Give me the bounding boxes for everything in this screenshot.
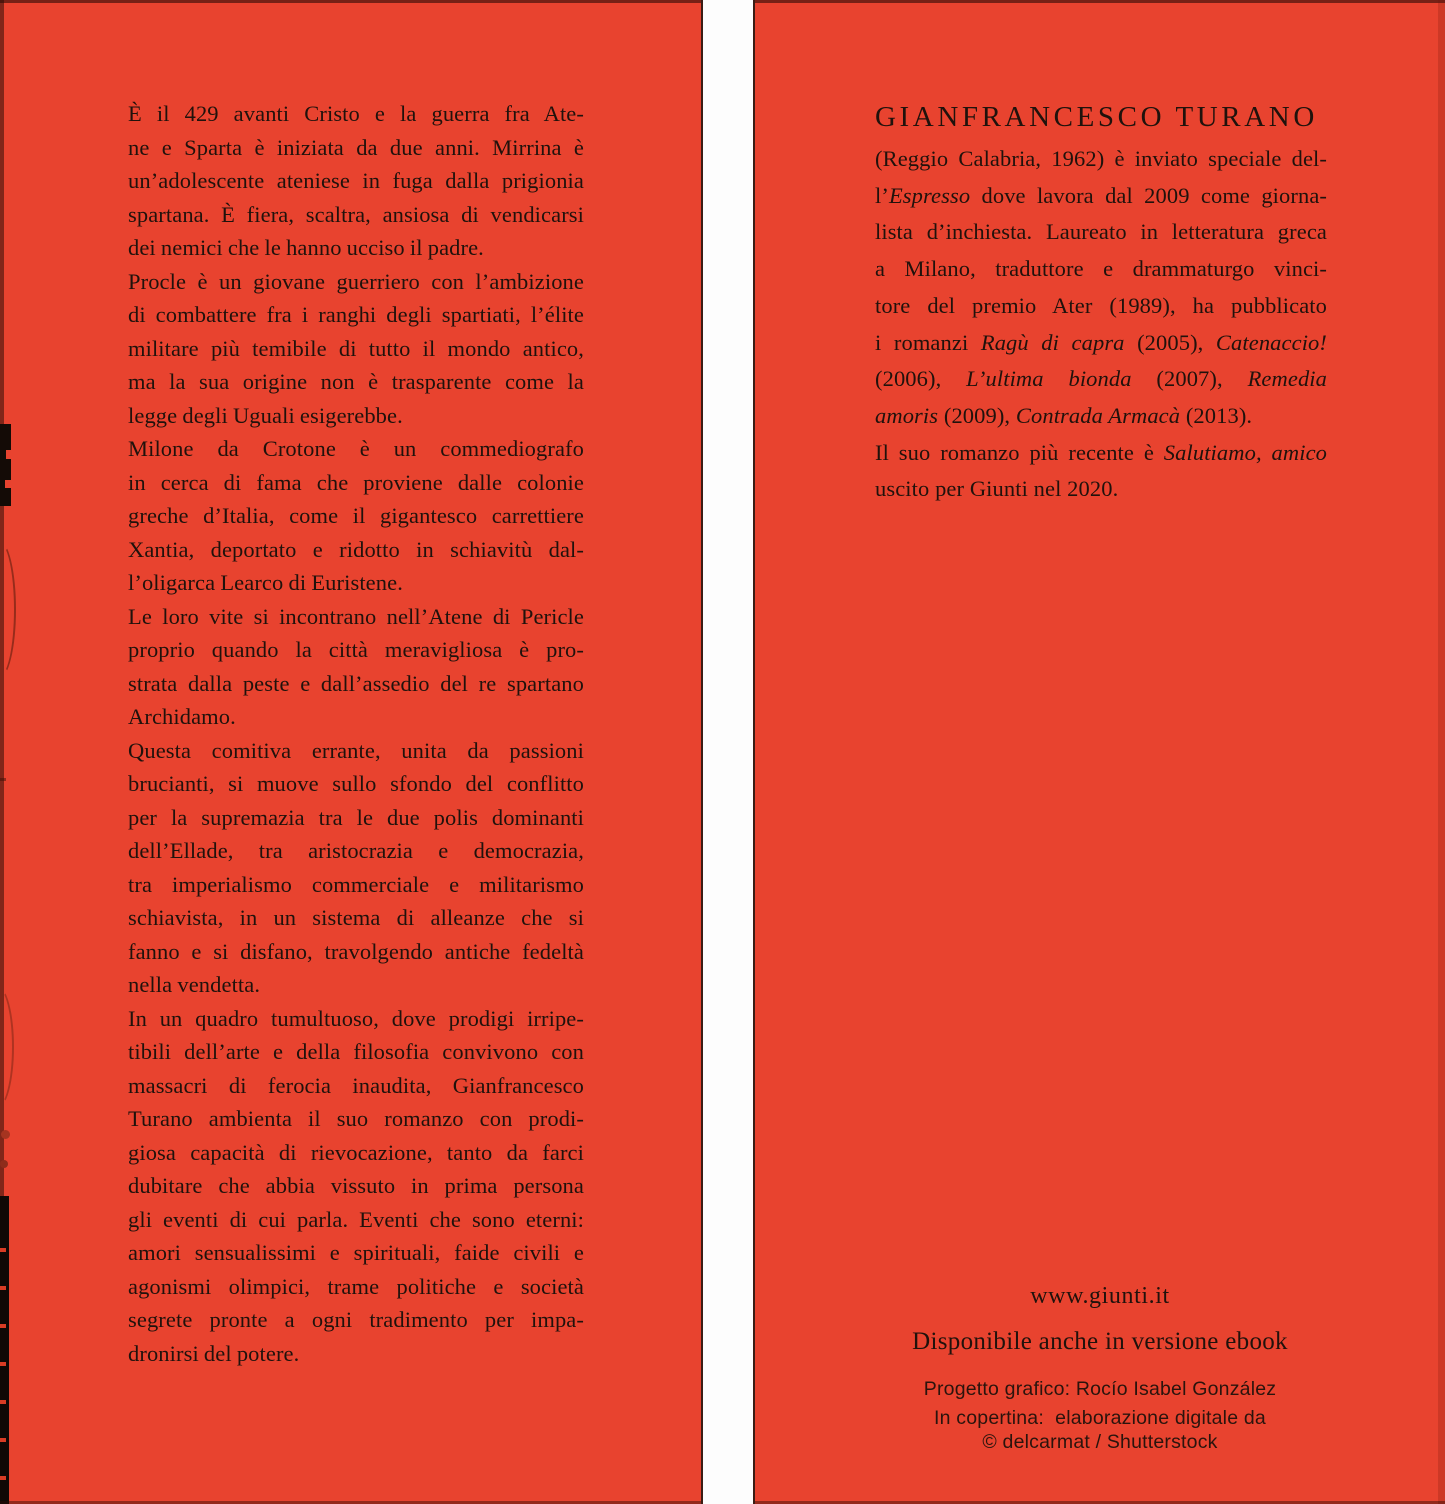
synopsis-line: Archidamo. <box>128 704 236 729</box>
synopsis-line: Procle è un giovane guerriero con l’ambizione <box>128 268 584 294</box>
synopsis-line: in cerca di fama che proviene dalle colonie <box>128 469 584 495</box>
bio-line: Il suo romanzo più recente è Salutiamo, amico <box>875 439 1328 465</box>
left-flap-panel <box>0 0 703 1504</box>
synopsis-line: per la supremazia tra le due polis dominanti <box>128 804 584 830</box>
synopsis-line: Le loro vite si incontrano nell’Atene di Pericle <box>128 603 584 629</box>
spine-artwork-curve <box>0 985 14 1109</box>
fold-shadow <box>1438 0 1445 1504</box>
synopsis-line: dell’Ellade, tra aristocrazia e democrazia, <box>128 838 584 863</box>
spine-strip-dashes <box>0 1214 6 1504</box>
spine-black-strip <box>0 1196 9 1504</box>
credit-graphic-design: Progetto grafico: Rocío Isabel González <box>923 1378 1277 1400</box>
bio-line: i romanzi Ragù di capra (2005), Catenaccio! <box>875 329 1327 355</box>
synopsis-line: tibili dell’arte e della filosofia convivono con <box>128 1039 584 1064</box>
synopsis-line: Turano ambienta il suo romanzo con prodi- <box>128 1106 584 1131</box>
synopsis-line: fanno e si disfano, travolgendo antiche fedeltà <box>128 938 584 964</box>
synopsis-line: In un quadro tumultuoso, dove prodigi irripe- <box>128 1005 584 1031</box>
synopsis-line: ne e Sparta è iniziata da due anni. Mirrina è <box>128 134 584 160</box>
synopsis-line: spartana. È fiera, scaltra, ansiosa di vendicarsi <box>128 201 584 227</box>
synopsis-line: greche d’Italia, come il gigantesco carrettiere <box>128 503 584 528</box>
synopsis-line: segrete pronte a ogni tradimento per impa- <box>128 1307 584 1332</box>
credit-cover-art: In copertina: elaborazione digitale da <box>934 1407 1266 1429</box>
synopsis-line: nella vendetta. <box>128 972 261 997</box>
synopsis-line: amori sensualissimi e spirituali, faide civili e <box>128 1240 584 1265</box>
synopsis-line: Milone da Crotone è un commediografo <box>128 436 584 461</box>
spine-artwork-tick <box>0 778 6 781</box>
author-bio <box>875 141 1327 508</box>
synopsis-line: dronirsi del potere. <box>128 1340 300 1366</box>
spine-artwork-dot <box>1 1130 10 1139</box>
synopsis-line: un’adolescente ateniese in fuga dalla prigionia <box>128 168 584 193</box>
synopsis-line: schiavista, in un sistema di alleanze che si <box>128 905 584 930</box>
bio-line: amoris (2009), Contrada Armacà (2013). <box>875 402 1253 428</box>
synopsis-line: gli eventi di cui parla. Eventi che sono eterni: <box>128 1206 584 1232</box>
flap-synopsis <box>128 97 584 1370</box>
synopsis-line: Xantia, deportato e ridotto in schiavitù dal- <box>128 536 584 562</box>
bio-line: uscito per Giunti nel 2020. <box>875 476 1119 502</box>
bio-line: lista d’inchiesta. Laureato in letteratura greca <box>875 219 1327 245</box>
synopsis-line: legge degli Uguali esigerebbe. <box>128 402 403 428</box>
synopsis-line: tra imperialismo commerciale e militarismo <box>128 871 584 897</box>
ebook-availability-note: Disponibile anche in versione ebook <box>912 1328 1288 1355</box>
bio-line: (Reggio Calabria, 1962) è inviato speciale del- <box>875 146 1327 171</box>
bio-line: a Milano, traduttore e drammaturgo vinci- <box>875 256 1327 282</box>
synopsis-line: Questa comitiva errante, unita da passioni <box>128 737 584 763</box>
synopsis-line: È il 429 avanti Cristo e la guerra fra Ate- <box>128 101 584 126</box>
synopsis-line: dubitare che abbia vissuto in prima persona <box>128 1173 584 1198</box>
synopsis-line: strata dalla peste e dall’assedio del re spartano <box>128 670 584 696</box>
synopsis-line: brucianti, si muove sullo sfondo del conflitto <box>128 771 584 796</box>
bio-line: tore del premio Ater (1989), ha pubblicato <box>875 292 1327 318</box>
synopsis-line: ma la sua origine non è trasparente come la <box>128 369 584 394</box>
synopsis-line: di combattere fra i ranghi degli spartiati, l’élite <box>128 302 584 327</box>
publisher-website: www.giunti.it <box>1030 1283 1170 1309</box>
right-flap-panel <box>753 0 1445 1504</box>
synopsis-line: proprio quando la città meravigliosa è pro- <box>128 637 584 662</box>
synopsis-line: l’oligarca Learco di Euristene. <box>128 570 403 595</box>
spine-artwork-dot <box>0 1160 8 1168</box>
center-gap <box>703 0 753 1504</box>
synopsis-line: massacri di ferocia inaudita, Gianfrancesco <box>128 1072 584 1098</box>
synopsis-line: agonismi olimpici, trame politiche e società <box>128 1273 584 1299</box>
author-name-title: GIANFRANCESCO TURANO <box>875 101 1318 133</box>
spine-letter-fragment <box>0 424 11 506</box>
synopsis-line: dei nemici che le hanno ucciso il padre. <box>128 235 484 260</box>
credit-copyright: © delcarmat / Shutterstock <box>982 1431 1218 1453</box>
bio-line: (2006), L’ultima bionda (2007), Remedia <box>875 366 1327 392</box>
synopsis-line: giosa capacità di rievocazione, tanto da farci <box>128 1139 584 1165</box>
spine-artwork-curve <box>0 540 16 679</box>
synopsis-line: militare più temibile di tutto il mondo antico, <box>128 335 584 361</box>
bio-line: l’Espresso dove lavora dal 2009 come giorna- <box>875 182 1327 208</box>
